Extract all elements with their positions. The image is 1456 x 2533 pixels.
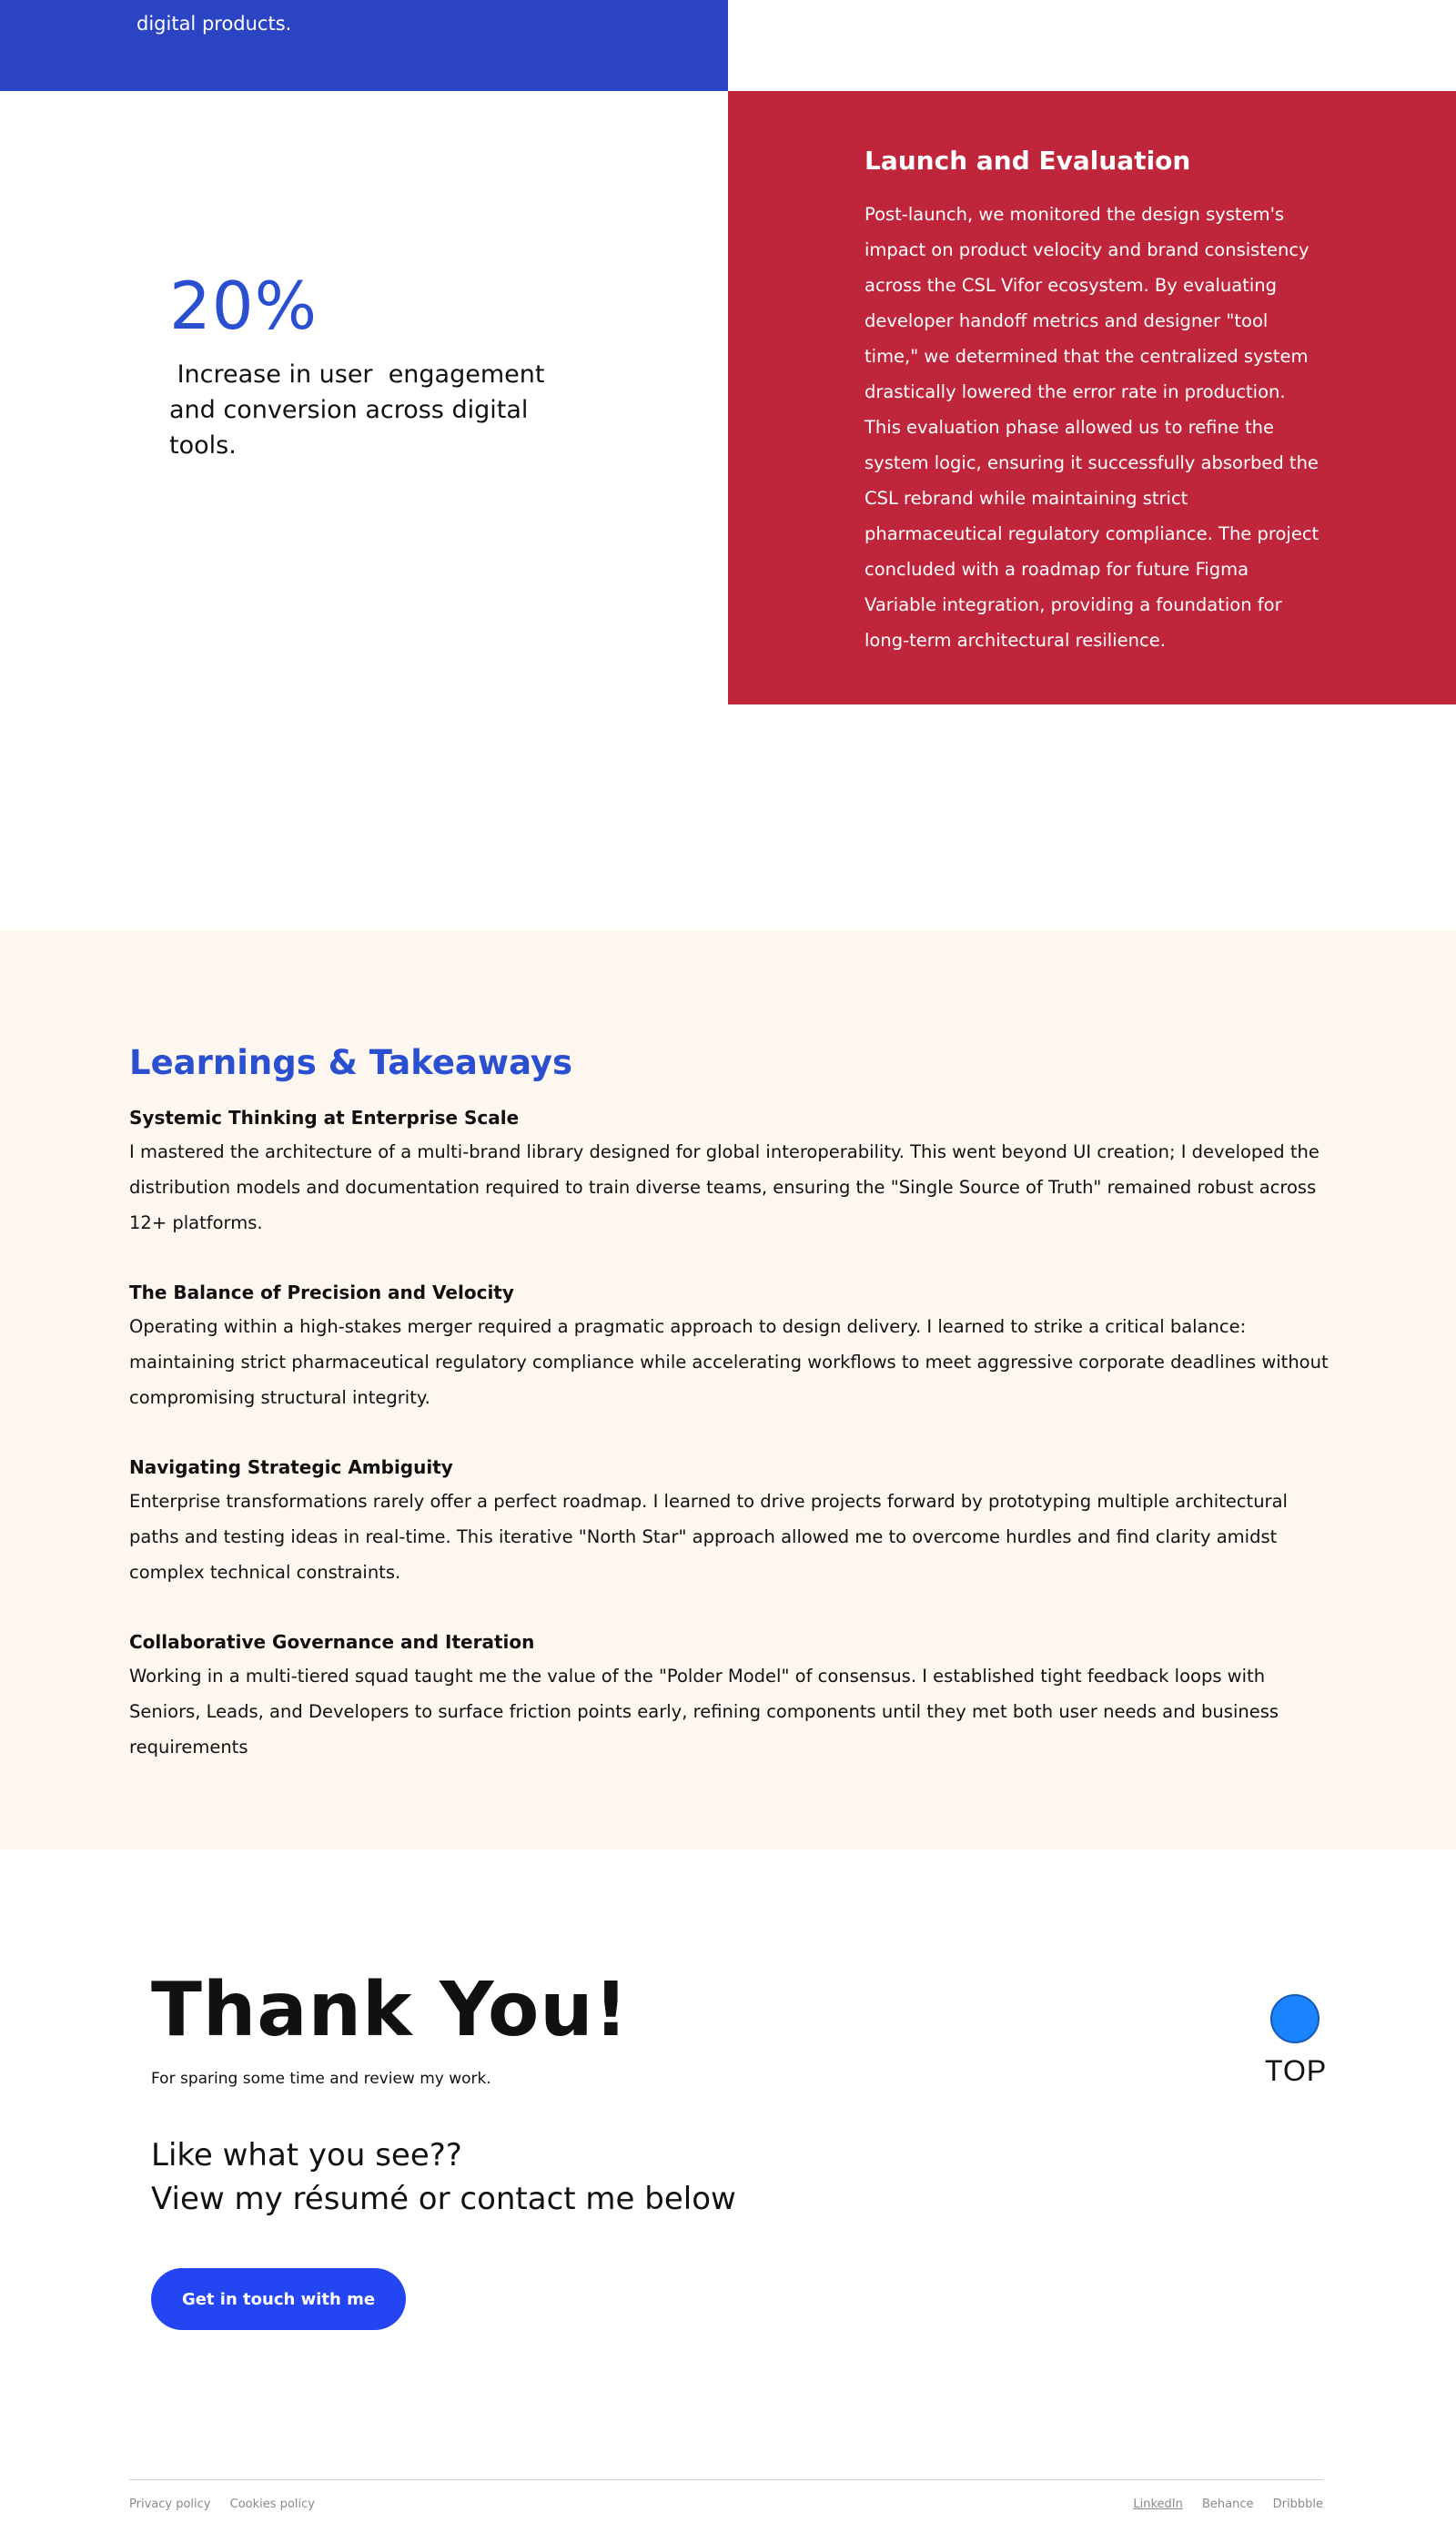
learning-item <box>129 1626 1330 1765</box>
learning-item <box>129 1101 1330 1241</box>
learning-body: Operating within a high-stakes merger required a pragmatic approach to design delivery. I learned to strike a critical balance: maintaining strict pharmaceutical regulatory compliance while accelerating workflows to meet aggressive corporate deadlines without compromising structural integrity. <box>129 1316 1329 1408</box>
launch-body: Post-launch, we monitored the design system's impact on product velocity and brand consistency across the CSL Vifor ecosystem. By evaluating developer handoff metrics and designer "tool time," we determined that the centralized system drastically lowered the error rate in production. This evaluation phase allowed us to refine the system logic, ensuring it successfully absorbed the CSL rebrand while maintaining strict pharmaceutical regulatory compliance. The project concluded with a roadmap for future Figma Variable integration, providing a foundation for long-term architectural resilience. <box>864 204 1320 651</box>
launch-evaluation-section <box>728 91 1456 704</box>
stat-description: Increase in user engagement and conversion across digital tools. <box>169 360 553 460</box>
learning-heading: Navigating Strategic Ambiguity <box>129 1456 453 1478</box>
cta-line-1: Like what you see?? <box>151 2137 462 2173</box>
linkedin-link[interactable]: LinkedIn <box>1133 2498 1183 2511</box>
learning-heading: Systemic Thinking at Enterprise Scale <box>129 1107 520 1129</box>
intro-blue-section <box>0 0 728 91</box>
circle-icon <box>1270 1994 1320 2043</box>
learning-heading: Collaborative Governance and Iteration <box>129 1631 535 1653</box>
footer-legal-links <box>129 2498 330 2511</box>
learnings-list <box>129 1101 1330 1800</box>
learning-heading: The Balance of Precision and Velocity <box>129 1282 514 1303</box>
get-in-touch-button[interactable]: Get in touch with me <box>151 2268 406 2330</box>
launch-title: Launch and Evaluation <box>864 146 1191 176</box>
thank-you-subtitle: For sparing some time and review my work. <box>151 2070 491 2088</box>
thank-you-title: Thank You! <box>151 1967 630 2053</box>
dribbble-link[interactable]: Dribbble <box>1272 2498 1323 2511</box>
stat-block <box>169 268 553 463</box>
learning-body: Enterprise transformations rarely offer a perfect roadmap. I learned to drive projects forward by prototyping multiple architectural paths and testing ideas in real-time. This iterative "North Star" approach allowed me to overcome hurdles and find clarity amidst complex technical constraints. <box>129 1491 1288 1583</box>
learning-body: I mastered the architecture of a multi-brand library designed for global interoperability. This went beyond UI creation; I developed the distribution models and documentation required to train diverse teams, ensuring the "Single Source of Truth" remained robust across 12+ platforms. <box>129 1141 1320 1233</box>
cta-text <box>151 2133 736 2221</box>
behance-link[interactable]: Behance <box>1202 2498 1254 2511</box>
top-label: TOP <box>1265 2054 1328 2087</box>
footer-social-links <box>1117 2498 1323 2511</box>
privacy-policy-link[interactable]: Privacy policy <box>129 2498 211 2511</box>
thank-you-block <box>151 1967 630 2088</box>
cta-line-2: View my résumé or contact me below <box>151 2181 736 2217</box>
learnings-title: Learnings & Takeaways <box>129 1043 573 1082</box>
footer-divider <box>129 2479 1323 2480</box>
learnings-section <box>0 930 1456 1849</box>
cookies-policy-link[interactable]: Cookies policy <box>229 2498 315 2511</box>
learning-item <box>129 1276 1330 1415</box>
learning-body: Working in a multi-tiered squad taught me the value of the "Polder Model" of consensus. I established tight feedback loops with Seniors, Leads, and Developers to surface friction points early, refining components until they met both user needs and business requirements <box>129 1666 1279 1758</box>
learning-item <box>129 1451 1330 1590</box>
intro-tail-text: digital products. <box>136 13 292 35</box>
stat-value: 20% <box>169 268 318 344</box>
back-to-top-button[interactable] <box>1265 1994 1328 2088</box>
